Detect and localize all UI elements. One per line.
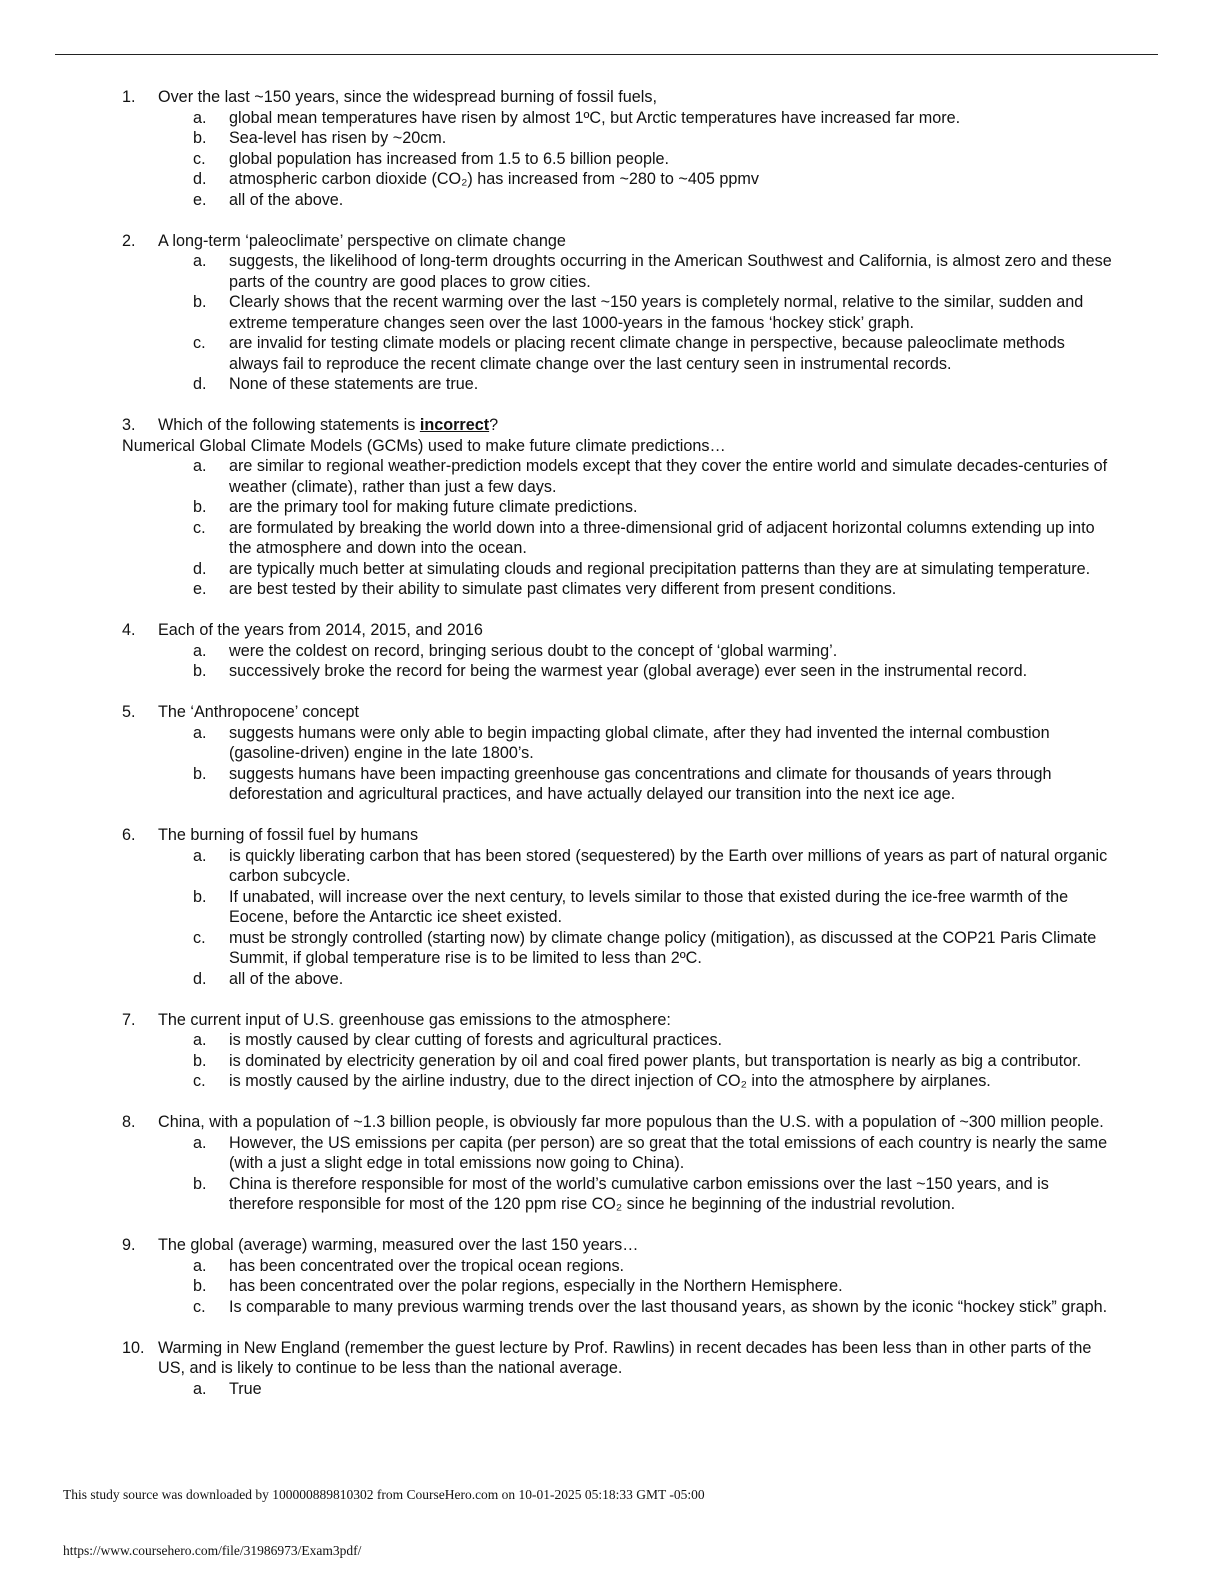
option-text: all of the above. [229, 190, 344, 209]
option [0, 292, 1224, 333]
question-stem: A long-term ‘paleoclimate’ perspective on climate change [158, 231, 566, 250]
option-text: None of these statements are true. [229, 375, 479, 393]
question-number: 6. [122, 826, 136, 844]
option-text: China is therefore responsible for most of the world’s cumulative carbon emissions over the last ~150 years, and is therefore responsible for most of the 120 ppm rise CO₂ since he beginning of the industrial revolution. [229, 1174, 1049, 1213]
option-text: However, the US emissions per capita (per person) are so great that the total emissions of each country is nearly the same (with a just a slight edge in total emissions now going to China). [229, 1133, 1108, 1172]
source-url-link[interactable]: https://www.coursehero.com/file/31986973/Exam3pdf/ [63, 1543, 362, 1558]
option-text: all of the above. [229, 969, 344, 988]
option-letter: a. [193, 641, 207, 660]
option-letter: a. [193, 252, 207, 270]
question-6 [0, 825, 1224, 846]
option-letter: b. [193, 764, 207, 783]
question-8 [0, 1112, 1224, 1133]
option-text: suggests humans were only able to begin impacting global climate, after they had invented the internal combustion (gasoline-driven) engine in the late 1800’s. [229, 723, 1050, 762]
stem-suffix: ? [489, 416, 499, 434]
option [0, 128, 1224, 149]
option-letter: b. [193, 498, 207, 516]
option-letter: a. [193, 1031, 207, 1049]
stem-prefix: Which of the following statements is [158, 416, 420, 434]
option-letter: c. [193, 518, 206, 537]
question-7 [0, 1010, 1224, 1031]
option-text: is mostly caused by clear cutting of forests and agricultural practices. [229, 1031, 723, 1049]
question-number: 4. [122, 621, 136, 639]
option [0, 251, 1224, 292]
option [0, 190, 1224, 211]
option-text: suggests, the likelihood of long-term droughts occurring in the American Southwest and California, is almost zero and these parts of the country are good places to grow cities. [229, 252, 1112, 291]
option [0, 1297, 1224, 1318]
option-letter: c. [193, 334, 206, 352]
option [0, 333, 1224, 374]
question-5 [0, 702, 1224, 723]
option [0, 723, 1224, 764]
option [0, 764, 1224, 805]
option-letter: a. [193, 723, 207, 742]
question-1 [0, 87, 1224, 108]
option-text: suggests humans have been impacting greenhouse gas concentrations and climate for thousands of years through deforestation and agricultural practices, and have actually delayed our transition into the next ice age. [229, 764, 1052, 803]
option-letter: a. [193, 1256, 207, 1275]
option-letter: b. [193, 293, 207, 311]
question-number: 7. [122, 1010, 136, 1029]
option-text: are best tested by their ability to simulate past climates very different from present conditions. [229, 580, 897, 598]
option-text: global mean temperatures have risen by almost 1ºC, but Arctic temperatures have increased far more. [229, 108, 961, 127]
option-text: successively broke the record for being the warmest year (global average) ever seen in the instrumental record. [229, 662, 1028, 680]
option-text: Clearly shows that the recent warming over the last ~150 years is completely normal, relative to the similar, sudden and extreme temperature changes seen over the last 1000-years in the famous ‘hockey stick’ graph. [229, 293, 1084, 332]
option [0, 661, 1224, 682]
option-text: Sea-level has risen by ~20cm. [229, 129, 447, 147]
question-10 [0, 1338, 1224, 1379]
question-number: 3. [122, 416, 136, 434]
option-letter: b. [193, 1051, 207, 1070]
option-text: If unabated, will increase over the next century, to levels similar to those that existed during the ice-free warmth of the Eocene, before the Antarctic ice sheet existed. [229, 887, 1069, 926]
question-3 [0, 415, 1224, 436]
option-letter: d. [193, 969, 207, 988]
question-stem [158, 415, 1108, 436]
question-number: 5. [122, 703, 136, 721]
exam-questions [0, 87, 1224, 1399]
option-text: atmospheric carbon dioxide (CO₂) has increased from ~280 to ~405 ppmv [229, 170, 759, 188]
option-text: are similar to regional weather-prediction models except that they cover the entire world and simulate decades-centuries of weather (climate), rather than just a few days. [229, 457, 1108, 496]
option-letter: a. [193, 1379, 207, 1398]
option [0, 1030, 1224, 1051]
option [0, 374, 1224, 395]
option-text: is quickly liberating carbon that has been stored (sequestered) by the Earth over millions of years as part of natural organic carbon subcycle. [229, 846, 1108, 885]
question-stem: The burning of fossil fuel by humans [158, 826, 419, 844]
option-letter: d. [193, 559, 207, 578]
option [0, 1256, 1224, 1277]
question-stem: Each of the years from 2014, 2015, and 2016 [158, 621, 483, 639]
question-stem: China, with a population of ~1.3 billion people, is obviously far more populous than the U.S. with a population of ~300 million people. [158, 1113, 1104, 1131]
question-4 [0, 620, 1224, 641]
option-text: are typically much better at simulating clouds and regional precipitation patterns than they are at simulating temperature. [229, 559, 1091, 578]
option [0, 518, 1224, 559]
option-letter: a. [193, 846, 207, 865]
option-text: are the primary tool for making future climate predictions. [229, 498, 638, 516]
question-number: 10. [122, 1338, 145, 1357]
option [0, 169, 1224, 190]
option-letter: c. [193, 149, 206, 168]
option [0, 579, 1224, 600]
option [0, 149, 1224, 170]
option-letter: a. [193, 1133, 207, 1152]
question-stem: The current input of U.S. greenhouse gas emissions to the atmosphere: [158, 1010, 671, 1029]
option-letter: a. [193, 108, 207, 127]
question-number: 9. [122, 1236, 136, 1254]
question-2 [0, 231, 1224, 252]
option [0, 497, 1224, 518]
option-letter: b. [193, 887, 207, 906]
question-intro: Numerical Global Climate Models (GCMs) used to make future climate predictions… [122, 436, 726, 455]
option-letter: b. [193, 129, 207, 147]
option-text: has been concentrated over the polar regions, especially in the Northern Hemisphere. [229, 1277, 843, 1295]
option-text: are formulated by breaking the world down into a three-dimensional grid of adjacent horizontal columns extending up into the atmosphere and down into the ocean. [229, 518, 1095, 557]
option-text: is dominated by electricity generation by oil and coal fired power plants, but transportation is nearly as big a contributor. [229, 1051, 1082, 1070]
option-letter: b. [193, 1277, 207, 1295]
option [0, 928, 1224, 969]
option-text: has been concentrated over the tropical ocean regions. [229, 1256, 625, 1275]
option [0, 559, 1224, 580]
option-letter: e. [193, 190, 207, 209]
option [0, 1071, 1224, 1092]
option-letter: b. [193, 1174, 207, 1193]
question-number: 1. [122, 88, 136, 106]
option-text: are invalid for testing climate models or placing recent climate change in perspective, because paleoclimate methods always fail to reproduce the recent climate change over the last century seen in instrumental records. [229, 334, 1065, 373]
option-text: global population has increased from 1.5 to 6.5 billion people. [229, 149, 670, 168]
option [0, 1174, 1224, 1215]
option-text: is mostly caused by the airline industry, due to the direct injection of CO₂ into the atmosphere by airplanes. [229, 1072, 991, 1090]
header-rule [55, 54, 1158, 55]
option [0, 456, 1224, 497]
option [0, 1051, 1224, 1072]
option-letter: c. [193, 1072, 206, 1090]
option-text: must be strongly controlled (starting now) by climate change policy (mitigation), as discussed at the COP21 Paris Climate Summit, if global temperature rise is to be limited to less than 2ºC. [229, 928, 1097, 967]
option [0, 846, 1224, 887]
option-letter: e. [193, 580, 207, 598]
option [0, 887, 1224, 928]
option [0, 1379, 1224, 1400]
option-text: True [229, 1379, 262, 1398]
question-stem: The ‘Anthropocene’ concept [158, 703, 359, 721]
option-letter: c. [193, 928, 206, 947]
option-text: were the coldest on record, bringing serious doubt to the concept of ‘global warming’. [229, 641, 838, 660]
option-letter: b. [193, 662, 207, 680]
question-stem: Warming in New England (remember the guest lecture by Prof. Rawlins) in recent decades has been less than in other parts of the US, and is likely to continue to be less than the national average. [158, 1338, 1092, 1377]
option [0, 641, 1224, 662]
option-letter: a. [193, 457, 207, 475]
question-number: 8. [122, 1113, 136, 1131]
option-letter: d. [193, 170, 207, 188]
option-text: Is comparable to many previous warming trends over the last thousand years, as shown by the iconic “hockey stick” graph. [229, 1297, 1108, 1316]
option [0, 969, 1224, 990]
option [0, 1276, 1224, 1297]
question-stem: Over the last ~150 years, since the widespread burning of fossil fuels, [158, 88, 657, 106]
download-notice: This study source was downloaded by 100000889810302 from CourseHero.com on 10-01-2025 05:18:33 GMT -05:00 [63, 1487, 705, 1502]
question-stem: The global (average) warming, measured over the last 150 years… [158, 1236, 639, 1254]
question-9 [0, 1235, 1224, 1256]
option [0, 108, 1224, 129]
option-letter: c. [193, 1297, 206, 1316]
option-letter: d. [193, 375, 207, 393]
question-number: 2. [122, 231, 136, 250]
stem-emphasis: incorrect [419, 416, 490, 434]
option [0, 1133, 1224, 1174]
